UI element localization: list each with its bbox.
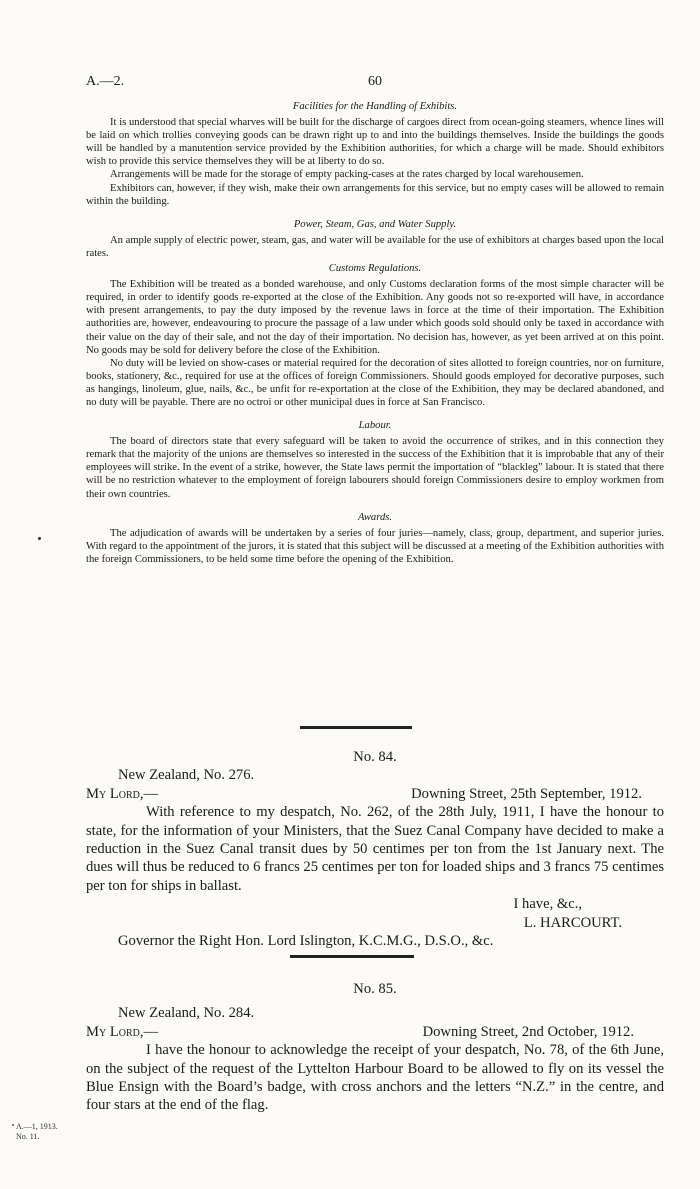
despatch-84-closing: I have, &c., [513, 896, 582, 913]
despatch-84-place-date: Downing Street, 25th September, 1912. [411, 785, 642, 802]
report-text [86, 98, 664, 566]
despatch-85-body: I have the honour to acknowledge the receipt of your despatch, No. 78, of the 6th June, on the subject of the request of the Lyttelton Harbour Board to be allowed to fly on its vessel the Blue Ensign with the Board’s badge, with cross anchors and the letters “N.Z.” in the centre, and four stars at the end of the flag. [86, 1042, 664, 1114]
margin-dot [12, 1124, 14, 1126]
despatch-84 [86, 748, 664, 950]
despatch-84-opening [86, 785, 664, 803]
page-reference: A.—2. [86, 74, 125, 89]
despatch-85-number: No. 85. [353, 981, 397, 997]
section-divider-2 [290, 955, 414, 958]
customs-paragraph-2: No duty will be levied on show-cases or material required for the decoration of sites allotted to foreign countries, nor on furniture, books, stationery, &c., required for use at the offices of foreign Commissioners. Should goods employed for decorative purposes, such as hangings, linoleum, glue, nails, &c., be unfit for re-exportation at the close of the Exhibition, they may be declared abandoned, and no duty will be payable. There are no octroi or other municipal dues in force at San Francisco. [86, 357, 664, 408]
despatch-84-salutation: My Lord,— [86, 785, 159, 802]
despatch-85-body-block [86, 1041, 664, 1115]
facilities-paragraph-3: Exhibitors can, however, if they wish, make their own arrangements for this service, but no empty cases will be allowed to remain within the building. [86, 182, 664, 207]
despatch-84-body-block [86, 803, 664, 895]
margin-mark [38, 537, 41, 540]
facilities-paragraph-2: Arrangements will be made for the storage of empty packing-cases at the rates charged by local warehousemen. [110, 169, 584, 181]
power-heading: Power, Steam, Gas, and Water Supply. [293, 218, 457, 230]
labour-heading: Labour. [358, 420, 392, 432]
despatch-84-origin: New Zealand, No. 276. [118, 767, 255, 784]
despatch-85-place-date: Downing Street, 2nd October, 1912. [422, 1023, 634, 1040]
despatch-84-number: No. 84. [353, 749, 397, 765]
despatch-85-opening [86, 1023, 664, 1041]
page-number: 60 [368, 74, 382, 89]
despatch-84-signature: L. HARCOURT. [523, 914, 622, 931]
facilities-paragraph-1: It is understood that special wharves will be built for the discharge of cargoes direct from ocean-going steamers, whence lines will be laid on which trollies conveying goods can be drawn right up to and into the buildings themselves. Inside the buildings the goods will be handled by a manutention service provided by the Exhibition authorities, for which a charge will be made. Should exhibitors wish to provide this service themselves they will be at liberty to do so. [86, 117, 664, 168]
despatch-85-salutation: My Lord,— [86, 1023, 159, 1040]
awards-paragraph-1: The adjudication of awards will be undertaken by a series of four juries—namely, class, group, department, and superior juries. With regard to the appointment of the jurors, it is stated that this subject will be discussed at a meeting of the Exhibition authorities with the foreign Commissioners, to be held some time before the opening of the Exhibition. [86, 527, 664, 565]
section-divider-1 [300, 726, 412, 729]
customs-heading: Customs Regulations. [328, 263, 422, 275]
despatch-85-origin: New Zealand, No. 284. [118, 1005, 255, 1022]
despatch-84-body: With reference to my despatch, No. 262, of the 28th July, 1911, I have the honour to state, for the information of your Ministers, that the Suez Canal Company have decided to make a reduction in the Suez Canal transit dues by 50 centimes per ton from the 1st January next. The dues will thus be reduced to 6 francs 25 centimes per ton for loaded ships and 3 francs 75 centimes per ton for ships in ballast. [86, 804, 664, 894]
margin-reference: A.—1, 1913. No. 11. [16, 1122, 58, 1141]
awards-heading: Awards. [357, 511, 393, 523]
facilities-heading: Facilities for the Handling of Exhibits. [292, 101, 458, 112]
customs-paragraph-1: The Exhibition will be treated as a bonded warehouse, and only Customs declaration forms of the most simple character will be required, in order to identify goods re-exported at the close of the Exhibition. Any goods not so re-exported will have, in accordance with present arrangements, to pay the duty imposed by the revenue laws in force at the time of their importation. The Exhibition authorities are, however, endeavouring to procure the passage of a law under which goods sold should only be taxed in accordance with their value on the day of their sale, and not the day of their importation. No decision has, however, as yet been arrived at on this point. No goods may be sold for delivery before the close of the Exhibition. [86, 279, 664, 356]
labour-paragraph-1: The board of directors state that every safeguard will be taken to avoid the occurrence of strikes, and in this connection they remark that the majority of the unions are themselves so interested in the success of the Exhibition that it is improbable that any of their employees will strike. In the event of a strike, however, the State laws permit the importation of “blackleg” labour. It is stated that there will be no restriction whatever to the employment of foreign labourers should foreign Commissioners desire to employ workmen from their own countries. [86, 436, 664, 500]
despatch-85 [86, 980, 664, 1115]
despatch-84-addressee: Governor the Right Hon. Lord Islington, K.C.M.G., D.S.O., &c. [118, 933, 494, 950]
power-paragraph-1: An ample supply of electric power, steam, gas, and water will be available for the use of exhibitors at charges based upon the local rates. [86, 234, 664, 259]
